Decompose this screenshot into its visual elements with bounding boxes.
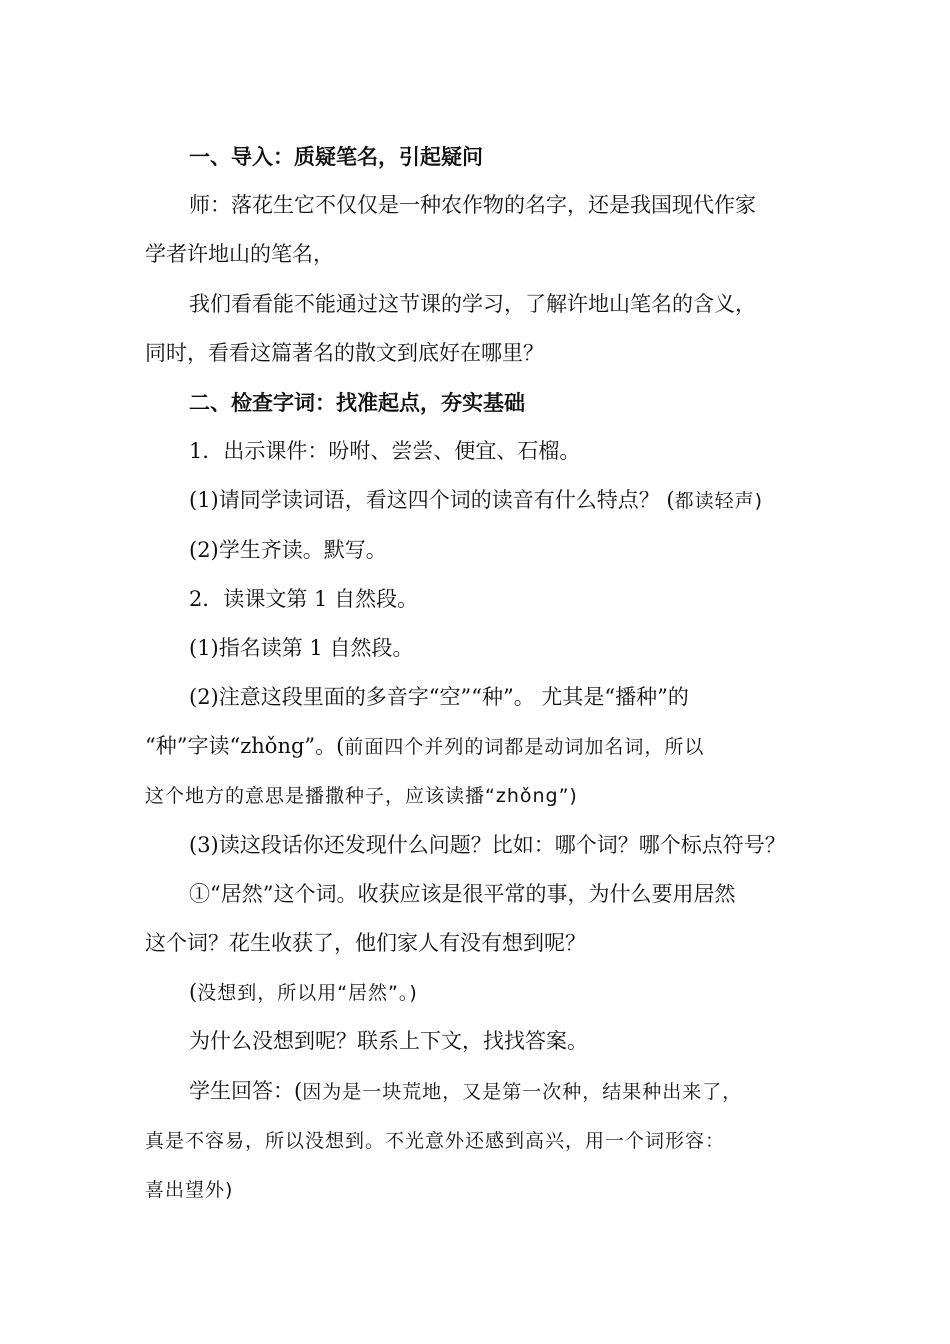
answer-note: 前面四个并列的词都是动词加名词，所以	[344, 736, 705, 759]
paragraph-line	[145, 280, 810, 329]
paragraph-line	[145, 919, 810, 968]
line-text: (2)注意这段里面的多音字“空”“种”。 尤其是“播种”的	[189, 685, 689, 710]
answer-note: 喜出望外)	[145, 1178, 234, 1201]
paragraph-line	[145, 476, 810, 525]
paragraph-line	[145, 427, 810, 476]
line-text: ①“居然”这个词。收获应该是很平常的事，为什么要用居然	[189, 881, 736, 906]
line-text: 2．读课文第 1 自然段。	[189, 586, 419, 611]
section-heading-1	[145, 132, 810, 181]
paragraph-line	[145, 575, 810, 624]
line-text: 1．出示课件：吩咐、尝尝、便宜、石榴。	[189, 439, 581, 464]
paragraph-line	[145, 624, 810, 673]
line-text: 为什么没想到呢？联系上下文，找找答案。	[189, 1029, 588, 1054]
section-heading-2	[145, 378, 810, 427]
line-text: (1)请同学读词语，看这四个词的读音有什么特点？ (	[189, 488, 675, 513]
paragraph-line	[145, 673, 810, 722]
line-text: 一、导入：质疑笔名，引起疑问	[189, 144, 483, 169]
document-body	[145, 132, 810, 1214]
paragraph-line	[145, 329, 810, 378]
paragraph-line	[145, 1165, 810, 1214]
paragraph-line	[145, 1067, 810, 1116]
paragraph-line	[145, 968, 810, 1017]
line-text: 同时，看看这篇著名的散文到底好在哪里？	[145, 340, 544, 365]
line-text: (2)学生齐读。默写。	[189, 537, 387, 562]
line-text: 二、检查字词：找准起点，夯实基础	[189, 389, 525, 415]
answer-note: 这个地方的意思是播撒种子，应该读播“zhǒng”)	[145, 785, 578, 808]
paragraph-line	[145, 771, 810, 820]
line-text: 学生回答：(	[189, 1078, 303, 1103]
answer-note: 没想到，所以用“居然”。)	[197, 982, 418, 1005]
paragraph-line	[145, 526, 810, 575]
line-text: 师：落花生它不仅仅是一种农作物的名字，还是我国现代作家	[189, 193, 756, 218]
line-text: (	[189, 980, 198, 1005]
paragraph-line	[145, 1116, 810, 1165]
line-text: (1)指名读第 1 自然段。	[189, 635, 414, 660]
answer-note: 真是不容易，所以没想到。不光意外还感到高兴，用一个词形容：	[145, 1129, 726, 1152]
paragraph-line	[145, 230, 810, 279]
paragraph-line	[145, 821, 810, 870]
paragraph-line	[145, 181, 810, 230]
paragraph-line	[145, 722, 810, 771]
line-text: (3)读这段话你还发现什么问题？比如：哪个词？哪个标点符号？	[189, 832, 786, 857]
paragraph-line	[145, 1017, 810, 1066]
line-text: 学者许地山的笔名，	[145, 242, 334, 267]
answer-note: 都读轻声)	[674, 490, 764, 513]
answer-note: 因为是一块荒地，又是第一次种，结果种出来了，	[302, 1080, 743, 1103]
line-text: 我们看看能不能通过这节课的学习，了解许地山笔名的含义，	[189, 291, 756, 316]
line-text: “种”字读“zhǒng”。(	[145, 734, 345, 759]
paragraph-line	[145, 870, 810, 919]
line-text: 这个词？花生收获了，他们家人有没有想到呢？	[145, 931, 586, 955]
